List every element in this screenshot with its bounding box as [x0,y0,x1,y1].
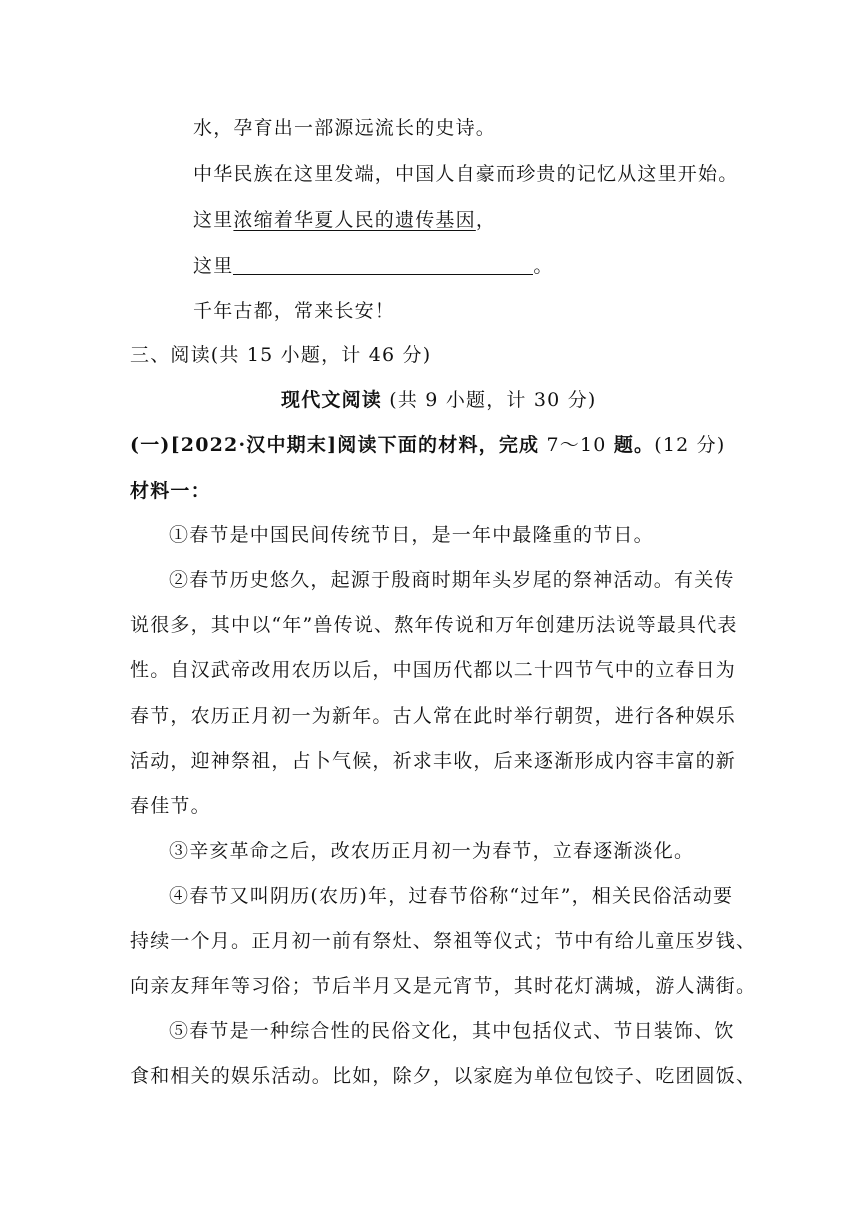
subheading-count: (共 9 小题，计 30 分) [382,389,597,411]
paragraph-3: ③辛亥革命之后，改农历正月初一为春节，立春逐渐淡化。 [169,840,695,862]
poem-line-4-suffix: 。 [533,255,554,277]
poem-line-1: 水，孕育出一部源远流长的史诗。 [193,117,497,139]
paragraph-2-line: 春佳节。 [130,795,211,817]
paragraph-2-line: 春节，农历正月初一为新年。古人常在此时举行朝贺，进行各种娱乐 [130,705,737,727]
part-one-range: 7～10 [539,434,614,456]
poem-line-4-prefix: 这里 [193,255,234,277]
paragraph-2-line: 性。自汉武帝改用农历以后，中国历代都以二十四节气中的立春日为 [130,659,737,681]
material-label: 材料一： [130,480,211,502]
paragraph-5-line: 食和相关的娱乐活动。比如，除夕，以家庭为单位包饺子、吃团圆饭、 [130,1065,757,1087]
paragraph-5-line: ⑤春节是一种综合性的民俗文化，其中包括仪式、节日装饰、饮 [169,1020,735,1042]
poem-line-2: 中华民族在这里发端，中国人自豪而珍贵的记忆从这里开始。 [193,163,739,185]
poem-line-3-suffix: ， [475,209,497,231]
part-one-score: (12 分) [654,434,726,456]
paragraph-4-line: 持续一个月。正月初一前有祭灶、祭祖等仪式；节中有给儿童压岁钱、 [130,930,757,952]
poem-line-5: 千年古都，常来长安！ [193,300,396,322]
paragraph-2-line: ②春节历史悠久，起源于殷商时期年头岁尾的祭神活动。有关传 [169,569,735,591]
subheading-title: 现代文阅读 [281,389,383,411]
section-heading: 三、阅读(共 15 小题，计 46 分) [130,344,432,366]
part-one-instruction [130,432,725,458]
paragraph-2-line: 说很多，其中以“年”兽传说、熬年传说和万年创建历法说等最具代表 [130,614,738,636]
paragraph-4-line: 向亲友拜年等习俗；节后半月又是元宵节，其时花灯满城，游人满街。 [130,975,757,997]
paragraph-4-line: ④春节又叫阴历(农历)年，过春节俗称“过年”，相关民俗活动要 [169,885,734,907]
poem-line-4 [193,253,554,279]
paragraph-1: ①春节是中国民间传统节日，是一年中最隆重的节日。 [169,524,654,546]
part-one-title-end: 题。 [613,434,655,456]
part-one-title: (一)[2022·汉中期末]阅读下面的材料，完成 [130,434,540,456]
section-subheading [281,387,597,413]
paragraph-2-line: 活动，迎神祭祖，占卜气候，祈求丰收，后来逐渐形成内容丰富的新 [130,750,737,772]
poem-line-3-prefix: 这里 [193,209,234,231]
answer-blank[interactable] [233,254,533,275]
underlined-phrase: 浓缩着华夏人民的遗传基因 [233,209,476,231]
poem-line-3 [193,207,496,233]
